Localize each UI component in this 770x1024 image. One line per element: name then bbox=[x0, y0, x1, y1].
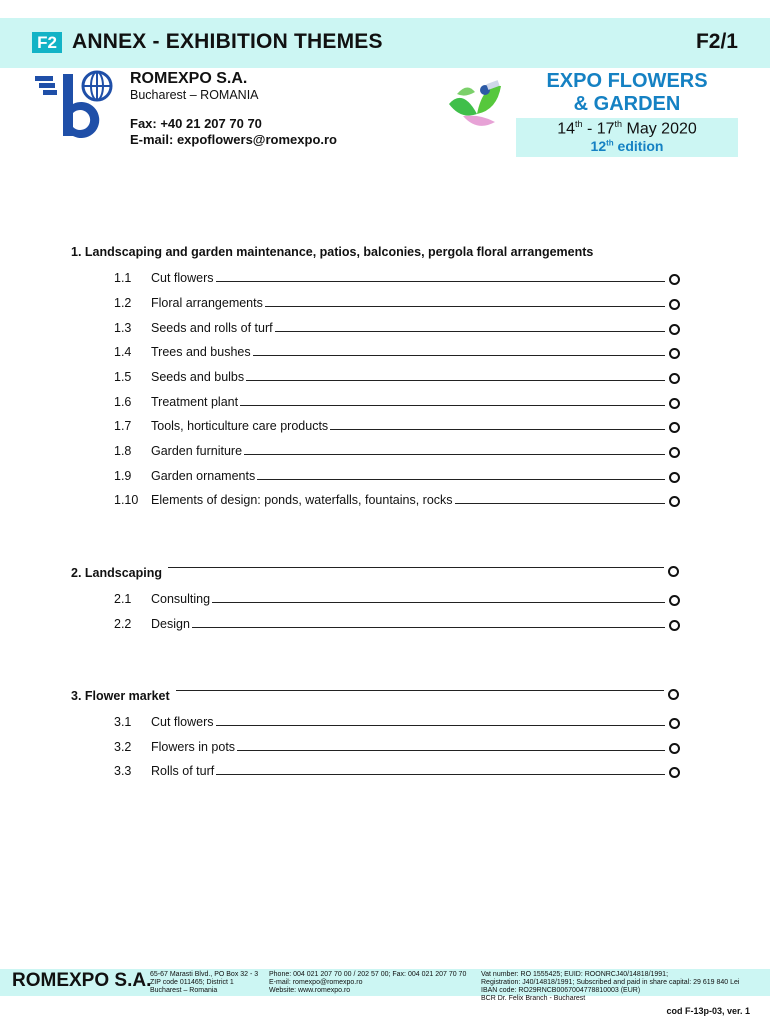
section-heading-text: 2. Landscaping bbox=[71, 566, 162, 580]
date-end-day: 17 bbox=[596, 120, 615, 138]
footer-address-line: ZIP code 011465; District 1 bbox=[150, 979, 234, 986]
list-item bbox=[114, 294, 680, 310]
fill-line bbox=[257, 478, 665, 480]
list-item bbox=[114, 615, 680, 631]
option-checkbox[interactable] bbox=[669, 767, 680, 778]
option-checkbox[interactable] bbox=[669, 472, 680, 483]
item-number: 1.6 bbox=[114, 395, 132, 409]
list-item bbox=[114, 491, 680, 507]
item-label: Consulting bbox=[151, 592, 211, 606]
expo-flowers-logo bbox=[443, 74, 509, 134]
form-code-badge: F2 bbox=[32, 32, 62, 53]
option-checkbox[interactable] bbox=[669, 373, 680, 384]
event-info-box bbox=[516, 118, 738, 157]
footer-contact-line: Phone: 004 021 207 70 00 / 202 57 00; Fax: 004 021 207 70 70 bbox=[269, 971, 467, 978]
footer-legal bbox=[481, 971, 739, 1003]
item-number: 1.7 bbox=[114, 419, 132, 433]
list-item bbox=[114, 417, 680, 433]
option-checkbox[interactable] bbox=[668, 689, 679, 700]
option-checkbox[interactable] bbox=[669, 398, 680, 409]
footer-address-line: 65-67 Marasti Blvd., PO Box 32 - 3 bbox=[150, 971, 259, 978]
fill-line bbox=[455, 502, 665, 504]
fill-line bbox=[176, 689, 664, 691]
fill-line bbox=[212, 601, 665, 603]
date-start-suffix: th bbox=[575, 119, 583, 129]
footer-address bbox=[150, 971, 258, 995]
section-heading-2 bbox=[71, 566, 679, 580]
edition-word: edition bbox=[613, 138, 664, 155]
page-reference: F2/1 bbox=[695, 30, 738, 53]
organizer-fax: Fax: +40 21 207 70 70 bbox=[130, 116, 262, 131]
fill-line bbox=[275, 330, 665, 332]
option-checkbox[interactable] bbox=[669, 348, 680, 359]
list-item bbox=[114, 343, 680, 359]
event-title-line1: EXPO FLOWERS bbox=[546, 70, 708, 92]
footer-legal-line: Registration: J40/14818/1991; Subscribed and paid in share capital: 29 619 840 Lei bbox=[481, 979, 740, 986]
option-checkbox[interactable] bbox=[669, 743, 680, 754]
item-label: Design bbox=[151, 617, 190, 631]
item-label: Rolls of turf bbox=[151, 764, 215, 778]
list-item bbox=[114, 368, 680, 384]
item-label: Floral arrangements bbox=[151, 296, 263, 310]
fill-line bbox=[237, 749, 665, 751]
item-number: 1.9 bbox=[114, 469, 132, 483]
item-number: 1.3 bbox=[114, 321, 132, 335]
item-number: 3.1 bbox=[114, 715, 132, 729]
date-month-year: May 2020 bbox=[622, 120, 697, 138]
item-number: 1.10 bbox=[114, 493, 139, 507]
footer-contact bbox=[269, 971, 466, 995]
option-checkbox[interactable] bbox=[668, 566, 679, 577]
fill-line bbox=[253, 354, 665, 356]
fill-line bbox=[240, 404, 665, 406]
option-checkbox[interactable] bbox=[669, 595, 680, 606]
option-checkbox[interactable] bbox=[669, 422, 680, 433]
item-label: Treatment plant bbox=[151, 395, 239, 409]
option-checkbox[interactable] bbox=[669, 299, 680, 310]
option-checkbox[interactable] bbox=[669, 324, 680, 335]
footer-contact-line: E-mail: romexpo@romexpo.ro bbox=[269, 979, 363, 986]
option-checkbox[interactable] bbox=[669, 274, 680, 285]
item-label: Elements of design: ponds, waterfalls, fountains, rocks bbox=[151, 493, 453, 507]
fill-line bbox=[330, 428, 665, 430]
item-label: Garden ornaments bbox=[151, 469, 256, 483]
date-end-suffix: th bbox=[614, 119, 623, 129]
edition-number: 12 bbox=[590, 138, 607, 155]
item-label: Cut flowers bbox=[151, 271, 214, 285]
item-label: Flowers in pots bbox=[151, 740, 236, 754]
item-number: 1.5 bbox=[114, 370, 132, 384]
fill-line bbox=[246, 379, 665, 381]
list-item bbox=[114, 393, 680, 409]
item-label: Seeds and rolls of turf bbox=[151, 321, 273, 335]
fill-line bbox=[216, 280, 665, 282]
section-heading-text: 3. Flower market bbox=[71, 689, 170, 703]
fill-line bbox=[192, 626, 665, 628]
item-number: 3.3 bbox=[114, 764, 132, 778]
footer-legal-line: BCR Dr. Felix Branch - Bucharest bbox=[481, 995, 586, 1002]
item-number: 2.2 bbox=[114, 617, 132, 631]
item-label: Seeds and bulbs bbox=[151, 370, 245, 384]
item-label: Tools, horticulture care products bbox=[151, 419, 329, 433]
item-label: Cut flowers bbox=[151, 715, 214, 729]
item-number: 1.1 bbox=[114, 271, 132, 285]
list-item bbox=[114, 762, 680, 778]
footer-address-line: Bucharest – Romania bbox=[150, 987, 218, 994]
fill-line bbox=[216, 724, 665, 726]
organizer-city: Bucharest – ROMANIA bbox=[130, 88, 259, 102]
section-heading-1 bbox=[71, 245, 651, 259]
fill-line bbox=[168, 566, 664, 568]
item-number: 2.1 bbox=[114, 592, 132, 606]
section-heading-text: 1. Landscaping and garden maintenance, patios, balconies, pergola floral arrangements bbox=[71, 245, 594, 259]
footer-company-name: ROMEXPO S.A. bbox=[12, 970, 152, 991]
event-dates bbox=[516, 119, 738, 138]
list-item bbox=[114, 269, 680, 285]
event-edition bbox=[516, 138, 738, 154]
section-heading-3 bbox=[71, 689, 679, 703]
item-number: 1.4 bbox=[114, 345, 132, 359]
fill-line bbox=[265, 305, 665, 307]
page-title: ANNEX - EXHIBITION THEMES bbox=[72, 30, 383, 53]
organizer-email: E-mail: expoflowers@romexpo.ro bbox=[130, 132, 337, 147]
list-item bbox=[114, 738, 680, 754]
event-title bbox=[516, 70, 738, 116]
item-label: Garden furniture bbox=[151, 444, 243, 458]
item-number: 1.8 bbox=[114, 444, 132, 458]
event-title-line2: & GARDEN bbox=[573, 93, 681, 115]
footer-legal-line: IBAN code: RO29RNCB0067004778810003 (EUR) bbox=[481, 987, 641, 994]
item-number: 3.2 bbox=[114, 740, 132, 754]
option-checkbox[interactable] bbox=[669, 620, 680, 631]
option-checkbox[interactable] bbox=[669, 496, 680, 507]
item-label: Trees and bushes bbox=[151, 345, 251, 359]
document-code: cod F-13p-03, ver. 1 bbox=[666, 1006, 750, 1016]
list-item bbox=[114, 319, 680, 335]
fill-line bbox=[216, 773, 665, 775]
list-item bbox=[114, 467, 680, 483]
organizer-name: ROMEXPO S.A. bbox=[130, 70, 248, 87]
list-item bbox=[114, 442, 680, 458]
fill-line bbox=[244, 453, 665, 455]
edition-suffix: th bbox=[606, 138, 614, 148]
list-item bbox=[114, 713, 680, 729]
footer-contact-line: Website: www.romexpo.ro bbox=[269, 987, 351, 994]
organizer-block bbox=[35, 68, 455, 146]
footer-legal-line: Vat number: RO 1555425; EUID: ROONRCJ40/14818/1991; bbox=[481, 971, 669, 978]
option-checkbox[interactable] bbox=[669, 718, 680, 729]
list-item bbox=[114, 590, 680, 606]
romexpo-logo bbox=[35, 70, 125, 142]
date-separator: - bbox=[582, 120, 597, 138]
item-number: 1.2 bbox=[114, 296, 132, 310]
option-checkbox[interactable] bbox=[669, 447, 680, 458]
date-start-day: 14 bbox=[557, 120, 576, 138]
